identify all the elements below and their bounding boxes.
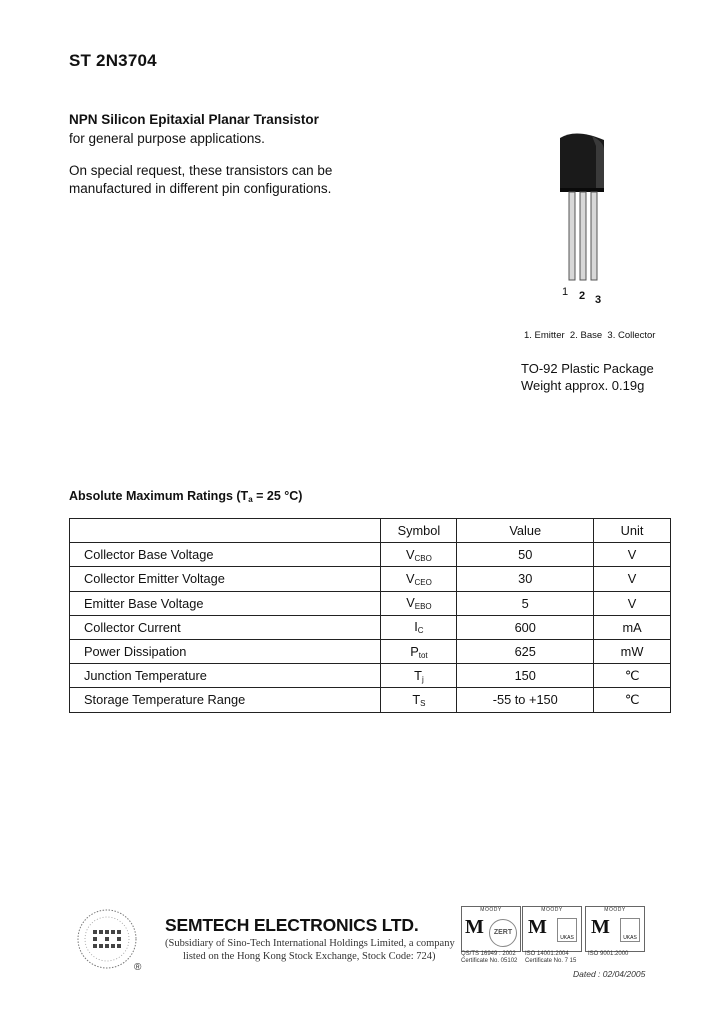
- product-heading: NPN Silicon Epitaxial Planar Transistor: [69, 112, 319, 127]
- ukas-mark-icon: UKAS: [620, 918, 640, 942]
- header-value: Value: [457, 519, 594, 543]
- row-symbol: $I_C$: [381, 615, 457, 639]
- row-unit: ℃: [594, 688, 671, 712]
- row-parameter: Junction Temperature: [70, 664, 381, 688]
- header-symbol: Symbol: [381, 519, 457, 543]
- row-symbol: $V_{CBO}$: [381, 543, 457, 567]
- row-unit: mW: [594, 639, 671, 663]
- row-unit: ℃: [594, 664, 671, 688]
- row-symbol: $T_S$: [381, 688, 457, 712]
- table-row: [70, 664, 671, 688]
- ratings-heading: Absolute Maximum Ratings ($T_a = 25$ °C): [69, 489, 303, 504]
- pin-label-3: 3: [595, 294, 602, 306]
- moody-logo-icon: M: [528, 916, 547, 938]
- table-row: [70, 567, 671, 591]
- row-parameter: Emitter Base Voltage: [70, 591, 381, 615]
- row-value: -55 to +150: [457, 688, 594, 712]
- row-symbol: $P_{tot}$: [381, 639, 457, 663]
- product-description-line2: On special request, these transistors can be: [69, 163, 333, 178]
- cert-badge-qs: MOODY M ZERT: [461, 906, 521, 952]
- product-description-line1: for general purpose applications.: [69, 131, 265, 146]
- registered-mark: ®: [134, 962, 142, 973]
- to92-transistor-image: [548, 128, 628, 298]
- ratings-header-row: [70, 519, 671, 543]
- pin-label-1: 1: [562, 286, 569, 298]
- semtech-logo-icon: [76, 908, 138, 970]
- row-parameter: Collector Base Voltage: [70, 543, 381, 567]
- zert-mark-icon: ZERT: [489, 919, 517, 947]
- row-value: 150: [457, 664, 594, 688]
- row-symbol: $T_j$: [381, 664, 457, 688]
- cert-number-iso14001: Certificate No. 7 15: [525, 958, 577, 964]
- table-row: [70, 543, 671, 567]
- table-row: [70, 688, 671, 712]
- company-name: SEMTECH ELECTRONICS LTD.: [165, 915, 419, 935]
- ratings-table: [69, 518, 671, 713]
- row-symbol: $V_{CEO}$: [381, 567, 457, 591]
- ukas-mark-icon: UKAS: [557, 918, 577, 942]
- row-symbol: $V_{EBO}$: [381, 591, 457, 615]
- pin-legend: 1. Emitter 2. Base 3. Collector: [524, 330, 656, 341]
- row-value: 30: [457, 567, 594, 591]
- document-title: ST 2N3704: [69, 51, 157, 70]
- dated-label: Dated : 02/04/2005: [573, 969, 646, 979]
- row-value: 5: [457, 591, 594, 615]
- table-row: [70, 591, 671, 615]
- row-parameter: Storage Temperature Range: [70, 688, 381, 712]
- row-value: 625: [457, 639, 594, 663]
- company-subsidiary-line2: listed on the Hong Kong Stock Exchange, Stock Code: 724): [183, 951, 436, 962]
- row-unit: V: [594, 591, 671, 615]
- header-unit: Unit: [594, 519, 671, 543]
- header-parameter: [70, 519, 381, 543]
- row-parameter: Collector Emitter Voltage: [70, 567, 381, 591]
- pin-label-2: 2: [579, 290, 586, 302]
- moody-logo-icon: M: [591, 916, 610, 938]
- row-unit: V: [594, 543, 671, 567]
- cert-standard-iso9001: ISO 9001:2000: [588, 951, 629, 957]
- product-description-line3: manufactured in different pin configurations.: [69, 181, 332, 196]
- moody-logo-icon: M: [465, 916, 484, 938]
- row-value: 600: [457, 615, 594, 639]
- cert-badge-iso14001: MOODY M UKAS: [522, 906, 582, 952]
- company-subsidiary-line1: (Subsidiary of Sino-Tech International Holdings Limited, a company: [165, 938, 455, 949]
- cert-standard-qs: QS/TS 16949 : 2002: [461, 951, 516, 957]
- package-name: TO-92 Plastic Package: [521, 361, 654, 376]
- row-unit: mA: [594, 615, 671, 639]
- row-value: 50: [457, 543, 594, 567]
- cert-standard-iso14001: ISO 14001:2004: [525, 951, 569, 957]
- table-row: [70, 639, 671, 663]
- row-unit: V: [594, 567, 671, 591]
- package-weight: Weight approx. 0.19g: [521, 378, 645, 393]
- row-parameter: Collector Current: [70, 615, 381, 639]
- table-row: [70, 615, 671, 639]
- cert-badge-iso9001: MOODY M UKAS: [585, 906, 645, 952]
- row-parameter: Power Dissipation: [70, 639, 381, 663]
- cert-number-qs: Certificate No. 05102: [461, 958, 518, 964]
